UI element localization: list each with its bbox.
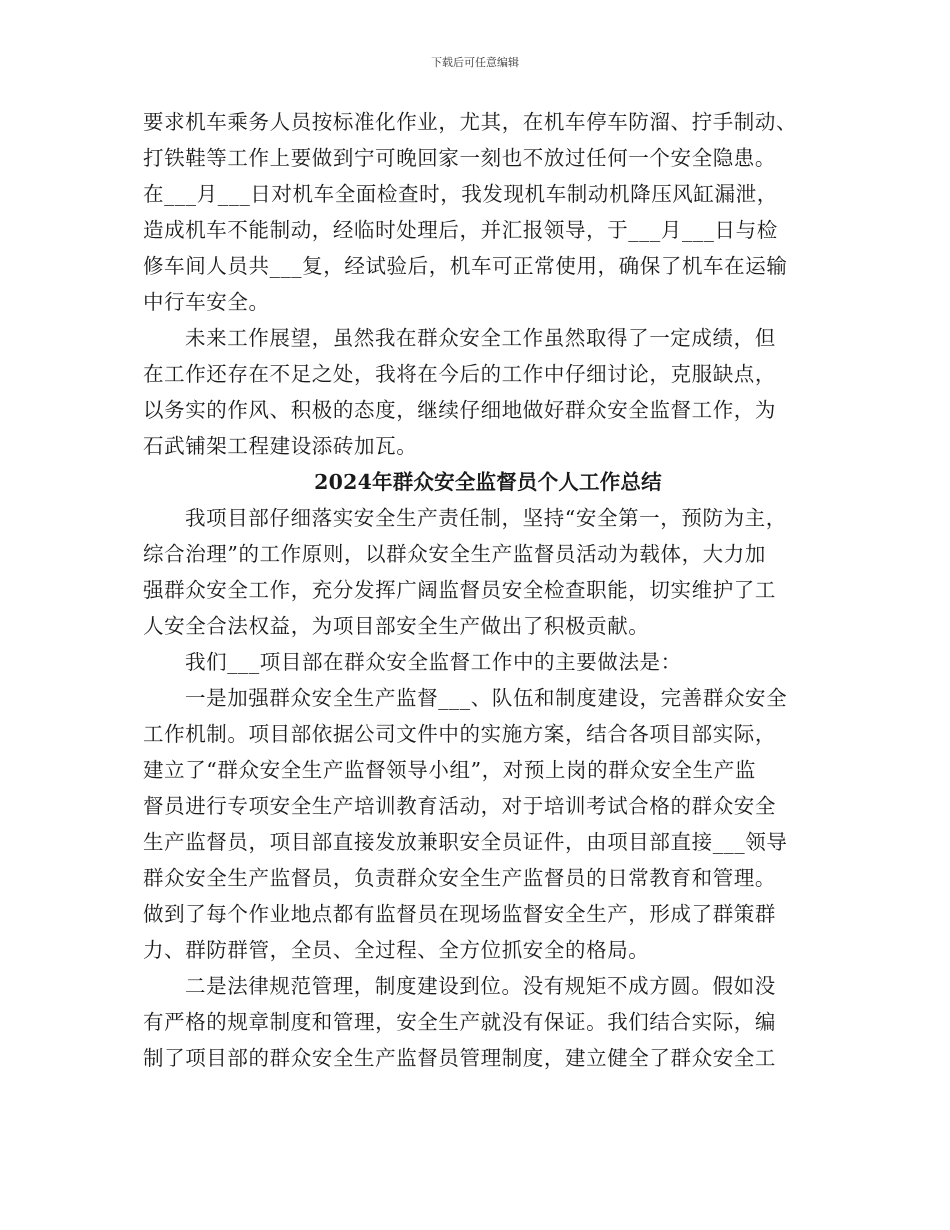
text-line: 有严格的规章制度和管理，安全生产就没有保证。我们结合实际，编 <box>143 1010 776 1034</box>
text-line: 综合治理”的工作原则，以群众安全生产监督员活动为载体，大力加 <box>143 542 766 566</box>
text-line: 生产监督员，项目部直接发放兼职安全员证件，由项目部直接___领导 <box>143 830 788 854</box>
text-line: 强群众安全工作，充分发挥广阔监督员安全检查职能，切实维护了工 <box>143 578 776 602</box>
text-line: 二是法律规范管理，制度建设到位。没有规矩不成方圆。假如没 <box>185 974 776 998</box>
text-line: 打铁鞋等工作上要做到宁可晚回家一刻也不放过任何一个安全隐患。 <box>143 146 776 170</box>
text-line: 一是加强群众安全生产监督___、队伍和制度建设，完善群众安全 <box>185 686 788 710</box>
text-line: 我们___项目部在群众安全监督工作中的主要做法是： <box>185 650 682 674</box>
text-line: 在工作还存在不足之处，我将在今后的工作中仔细讨论，克服缺点， <box>143 362 776 386</box>
text-line: 建立了“群众安全生产监督领导小组”，对预上岗的群众安全生产监 <box>143 758 756 782</box>
text-line: 督员进行专项安全生产培训教育活动，对于培训考试合格的群众安全 <box>143 794 776 818</box>
text-line: 未来工作展望，虽然我在群众安全工作虽然取得了一定成绩，但 <box>185 326 776 350</box>
document-body <box>143 104 833 1076</box>
text-line: 做到了每个作业地点都有监督员在现场监督安全生产，形成了群策群 <box>143 902 776 926</box>
text-line: 力、群防群管，全员、全过程、全方位抓安全的格局。 <box>143 938 650 962</box>
text-line: 我项目部仔细落实安全生产责任制，坚持“安全第一，预防为主， <box>185 506 787 530</box>
text-line: 要求机车乘务人员按标准化作业，尤其，在机车停车防溜、拧手制动、 <box>143 110 798 134</box>
text-line: 石武铺架工程建设添砖加瓦。 <box>143 434 418 458</box>
text-line: 中行车安全。 <box>143 290 270 314</box>
page-header: 下载后可任意编辑 <box>431 56 519 69</box>
text-line: 造成机车不能制动，经临时处理后，并汇报领导，于___月___日与检 <box>143 218 778 242</box>
text-line: 修车间人员共___复，经试验后，机车可正常使用，确保了机车在运输 <box>143 254 788 278</box>
section-title: 2024年群众安全监督员个人工作总结 <box>314 470 662 494</box>
text-line: 制了项目部的群众安全生产监督员管理制度，建立健全了群众安全工 <box>143 1046 776 1070</box>
text-line: 在___月___日对机车全面检查时，我发现机车制动机降压风缸漏泄， <box>143 182 778 206</box>
text-line: 工作机制。项目部依据公司文件中的实施方案，结合各项目部实际， <box>143 722 776 746</box>
text-line: 群众安全生产监督员，负责群众安全生产监督员的日常教育和管理。 <box>143 866 776 890</box>
text-line: 人安全合法权益，为项目部安全生产做出了积极贡献。 <box>143 614 650 638</box>
text-line: 以务实的作风、积极的态度，继续仔细地做好群众安全监督工作，为 <box>143 398 776 422</box>
